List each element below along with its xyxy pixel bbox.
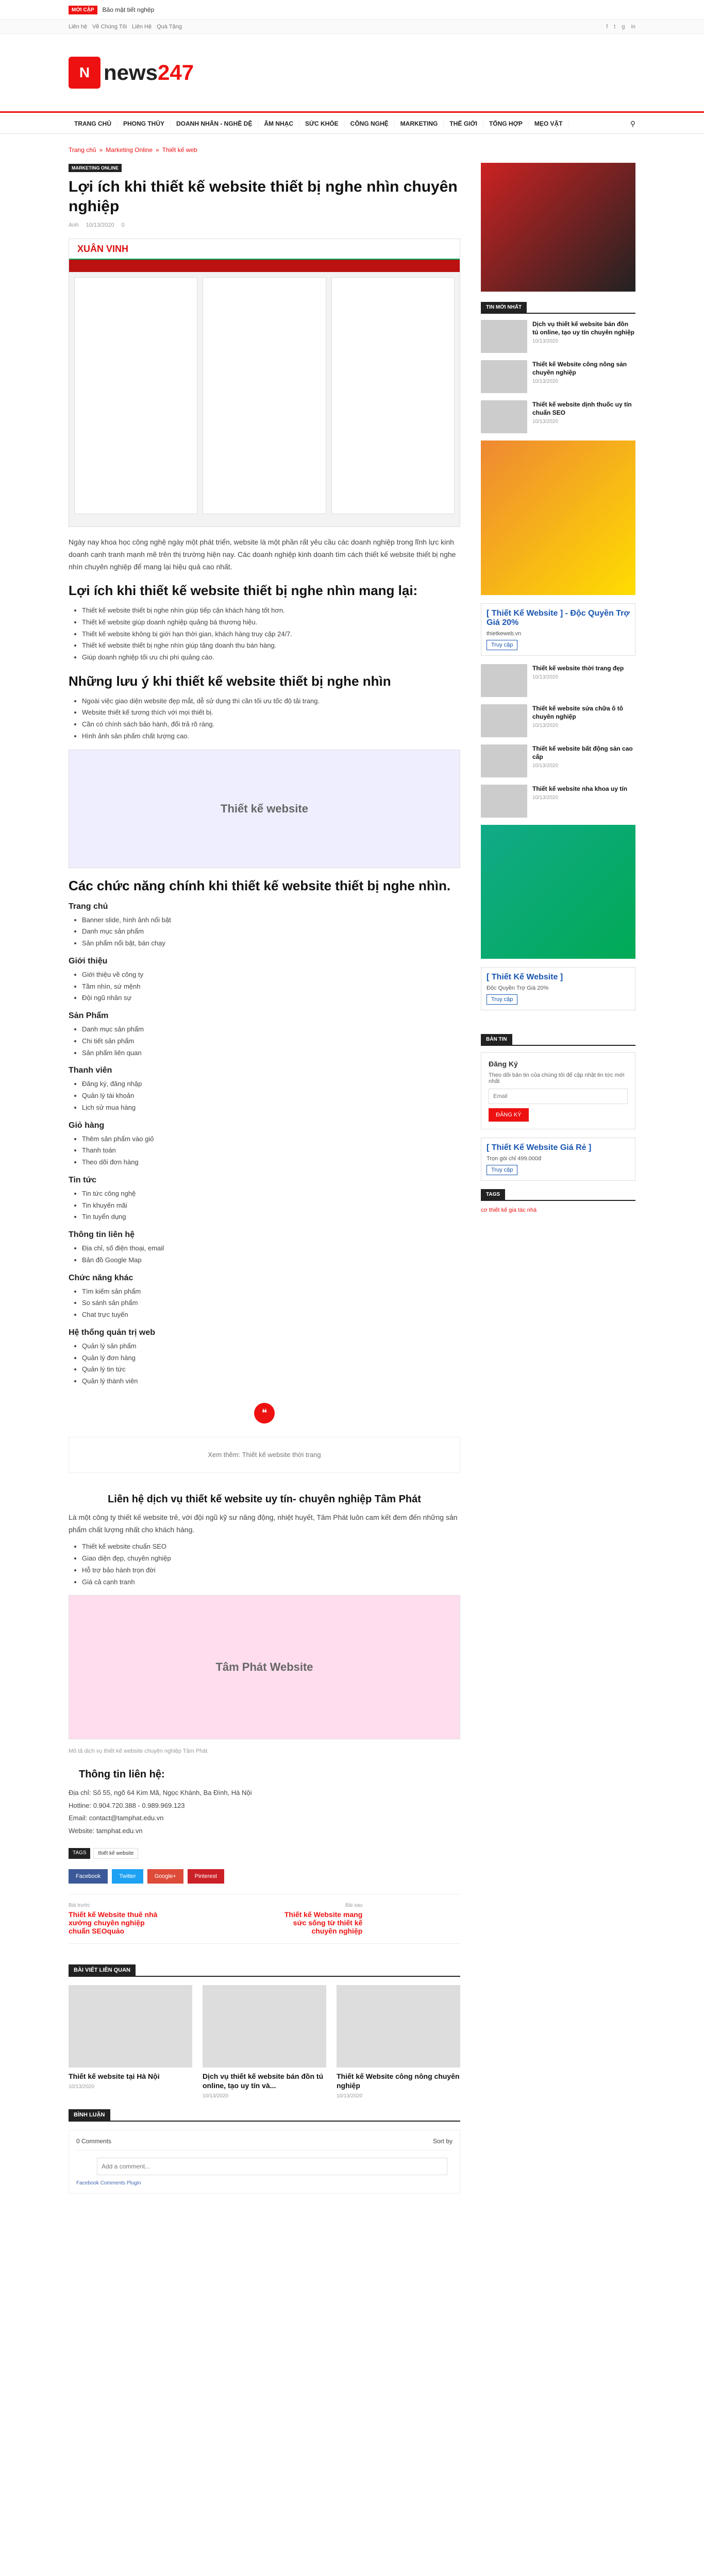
section-heading: Hệ thống quản trị web	[69, 1328, 155, 1337]
prev-next	[69, 1894, 460, 1944]
list-item: • Đội ngũ nhân sự	[82, 992, 460, 1004]
intro-paragraph: Ngày nay khoa học công nghệ ngày một phát triển, website là một phần rất yêu cầu các doanh nghiệp trong lĩnh lực kinh doanh cạnh tranh mạnh mẽ trên thị trường hiện nay. Các doanh nghiệp kinh doanh tìm cách thiết kế website thiết bị nghe nhìn chuyên nghiệp để mang lại hiệu quả cao nhất.	[69, 538, 456, 571]
list-item: • Tin tuyển dụng	[82, 1211, 460, 1223]
heading-benefit: Lợi ích khi thiết kế website thiết bị nghe nhìn mang lại:	[69, 583, 418, 599]
sidebar-tags[interactable]: cơ thiết kế gia tác nhà	[481, 1207, 537, 1213]
heading-function: Các chức năng chính khi thiết kế website thiết bị nghe nhìn.	[69, 877, 451, 893]
section-heading: Trang chủ	[69, 902, 108, 911]
nav-item[interactable]: MẸO VẶT	[529, 120, 569, 127]
list-item: • Thiết kế website chuẩn SEO	[82, 1541, 460, 1553]
new-posts-title: TIN MỚI NHẤT	[481, 302, 527, 313]
header	[0, 34, 704, 111]
article-content	[69, 163, 460, 2225]
top-social	[606, 24, 635, 30]
top-link[interactable]: Liên hệ	[69, 24, 88, 30]
list-item: • Hỗ trợ bảo hành trọn đời	[82, 1565, 460, 1577]
top-link[interactable]: Liên Hệ	[132, 24, 152, 30]
related-date: 10/13/2020	[203, 2093, 229, 2099]
sidebar-promo[interactable]: [ Thiết Kế Website ] - Độc Quyền Trợ Giá 20% thietkeweb.vn Truy cập	[481, 603, 635, 656]
search-icon[interactable]: ⚲	[630, 119, 635, 128]
tag-link[interactable]: thiết kế website	[93, 1848, 138, 1859]
list-item: • Quản lý đơn hàng	[82, 1352, 460, 1364]
list-item: • Chat trực tuyến	[82, 1309, 460, 1321]
related-thumb[interactable]	[69, 1985, 192, 2067]
author[interactable]: Anh	[69, 222, 79, 228]
post-title[interactable]: Dịch vụ thiết kế website bán đồn tú online, tạo uy tín chuyên nghiệp	[532, 320, 634, 336]
social-icon[interactable]: in	[631, 24, 635, 30]
related-title[interactable]: Thiết kế website tại Hà Nội	[69, 2072, 160, 2080]
section-list	[82, 1243, 460, 1266]
newsletter-submit[interactable]: ĐĂNG KÝ	[489, 1108, 529, 1122]
related-title: BÀI VIẾT LIÊN QUAN	[69, 1964, 136, 1976]
section-list	[82, 914, 460, 950]
views: 0	[121, 222, 125, 228]
newsletter-box: Đăng Ký Theo dõi bản tin của chúng tôi để cập nhật tin tức mới nhất Email ĐĂNG KÝ	[481, 1052, 635, 1129]
tags-title: TAGS	[481, 1189, 505, 1200]
list-item: • Cần có chính sách bảo hành, đổi trả rõ ràng.	[82, 719, 460, 731]
section-heading: Chức năng khác	[69, 1273, 133, 1282]
list-item: • Tin tức công nghệ	[82, 1188, 460, 1200]
list-item: • Ngoài việc giao diện website đẹp mắt, dễ sử dụng thì cần tối ưu tốc độ tải trang.	[82, 696, 460, 707]
nav-item[interactable]: DOANH NHÂN - NGHỀ DỆ	[171, 120, 258, 127]
sidebar-layout-image[interactable]	[481, 440, 635, 595]
news-ticker[interactable]: Bảo mật tiết nghệp	[102, 6, 155, 13]
contact-line: Email: contact@tamphat.edu.vn	[69, 1814, 164, 1822]
list-item: • Banner slide, hình ảnh nổi bật	[82, 914, 460, 926]
list-item: • Quản lý tin tức	[82, 1364, 460, 1376]
list-item: • Thanh toán	[82, 1145, 460, 1157]
nav-item[interactable]: TỔNG HỢP	[483, 120, 529, 127]
function-sections	[69, 902, 460, 1387]
sidebar-post[interactable]	[481, 400, 635, 433]
list-item: • Danh mục sản phẩm	[82, 926, 460, 938]
list-item: • Thiết kế website thiết bị nghe nhìn giúp tăng doanh thu bán hàng.	[82, 640, 460, 652]
related-title[interactable]: Dịch vụ thiết kế website bán đồn tú online, tạo uy tín và...	[203, 2072, 324, 2090]
see-more-quote[interactable]: Xem thêm: Thiết kế website thời trang	[69, 1437, 460, 1473]
next-post[interactable]: Bài sau Thiết kế Website mang sức sống từ thiết kế chuyên nghiệp	[284, 1902, 363, 1935]
post-date: 10/13/2020	[532, 338, 559, 345]
post-thumb[interactable]	[481, 320, 527, 353]
share-button[interactable]: Pinterest	[188, 1869, 224, 1884]
post-title[interactable]: Thiết kế website sửa chữa ô tô chuyên nghiệp	[532, 705, 624, 721]
social-icon[interactable]: g	[622, 24, 625, 30]
nav-item[interactable]: CÔNG NGHỆ	[345, 120, 395, 127]
benefits-list	[82, 605, 460, 664]
social-icon[interactable]: t	[614, 24, 616, 30]
new-posts	[481, 320, 635, 433]
list-item: • Giao diện đẹp, chuyên nghiệp	[82, 1553, 460, 1565]
post-date: 10/13/2020	[532, 419, 559, 425]
list-item: • Theo dõi đơn hàng	[82, 1157, 460, 1168]
sidebar-post[interactable]	[481, 744, 635, 777]
sidebar-promo-3[interactable]: [ Thiết Kế Website Giá Rẻ ] Trọn gói chỉ 499.000đ Truy cập	[481, 1138, 635, 1181]
section-list	[82, 969, 460, 1004]
list-item: • Tin khuyến mãi	[82, 1200, 460, 1212]
article-meta	[69, 222, 460, 228]
list-item: • Đăng ký, đăng nhập	[82, 1078, 460, 1090]
hero-image	[69, 239, 460, 527]
breadcrumb	[69, 146, 635, 154]
related-posts	[69, 1985, 460, 2099]
newsletter-email[interactable]	[489, 1089, 628, 1104]
tag-row	[69, 1848, 460, 1859]
post-thumb[interactable]	[481, 704, 527, 737]
list-item: • Quản lý thành viên	[82, 1376, 460, 1387]
comments-box	[69, 2130, 460, 2194]
article-image: Thiết kế website	[69, 750, 460, 868]
contact-info	[69, 1787, 460, 1838]
nav-item[interactable]: THẾ GIỚI	[444, 120, 483, 127]
list-item: • Thêm sản phẩm vào giỏ	[82, 1133, 460, 1145]
related-thumb[interactable]	[337, 1985, 460, 2067]
heading-contact: Thông tin liên hệ:	[79, 1769, 165, 1781]
post-thumb[interactable]	[481, 785, 527, 818]
notes-list	[82, 696, 460, 742]
image-caption: Mô tả dịch vụ thiết kế website chuyên nghiệp Tâm Phát	[69, 1748, 208, 1755]
share-button[interactable]: Google+	[147, 1869, 183, 1884]
related-date: 10/13/2020	[69, 2084, 95, 2090]
quote-icon: ❝	[254, 1403, 275, 1423]
contact-line: Địa chỉ: Số 55, ngõ 64 Kim Mã, Ngọc Khánh, Ba Đình, Hà Nội	[69, 1789, 252, 1797]
section-list	[82, 1078, 460, 1113]
share-button[interactable]: Facebook	[69, 1869, 108, 1884]
comment-input[interactable]	[97, 2158, 447, 2175]
heading-service: Liên hệ dịch vụ thiết kế website uy tín- chuyên nghiệp Tâm Phát	[108, 1493, 421, 1505]
article-title: Lợi ích khi thiết kế website thiết bị nghe nhìn chuyên nghiệp	[69, 178, 458, 215]
hero-brand: XUÂN VINH	[77, 243, 129, 254]
section-list	[82, 1286, 460, 1321]
sidebar-promo-2[interactable]: [ Thiết Kế Website ] Độc Quyền Trợ Giá 20% Truy cập	[481, 967, 635, 1010]
breadcrumb-item[interactable]: »	[156, 146, 159, 154]
section-heading: Giỏ hàng	[69, 1121, 105, 1130]
breadcrumb-item[interactable]: Thiết kế web	[162, 146, 197, 154]
post-date: 10/13/2020	[532, 795, 559, 801]
prev-post[interactable]: Bài trước Thiết kế Website thuê nhà xưởng chuyên nghiệp chuẩn SEOquảo	[69, 1902, 158, 1935]
top-links	[69, 24, 182, 30]
social-icon[interactable]: f	[606, 24, 608, 30]
logo-icon: N	[69, 57, 100, 89]
top-link[interactable]: Quà Tặng	[157, 24, 182, 30]
sidebar-post[interactable]	[481, 785, 635, 818]
logo-text: news247	[104, 60, 194, 84]
nav-items	[69, 120, 569, 127]
post-date: 10/13/2020	[532, 674, 559, 681]
breadcrumb-item[interactable]: Marketing Online	[106, 146, 153, 154]
post-thumb[interactable]	[481, 360, 527, 393]
nav-item[interactable]: ÂM NHẠC	[258, 120, 299, 127]
list-item: • Hình ảnh sản phẩm chất lượng cao.	[82, 731, 460, 742]
sidebar-post[interactable]	[481, 704, 635, 737]
top-links-bar	[0, 20, 704, 34]
nav-item[interactable]: PHONG THỦY	[118, 120, 171, 127]
list-item: • Quản lý tài khoản	[82, 1090, 460, 1102]
sort-select[interactable]: Sort by	[432, 2138, 452, 2145]
promo-button[interactable]: Truy cập	[487, 640, 517, 650]
services-list	[82, 1541, 460, 1588]
related-card[interactable]	[203, 1985, 326, 2099]
post-date: 10/13/2020	[532, 763, 559, 769]
category-badge[interactable]: MARKETING ONLINE	[69, 164, 122, 172]
new-badge: MỚI CẬP	[69, 6, 97, 14]
section-heading: Giới thiệu	[69, 956, 108, 965]
list-item: • Website thiết kế tương thích với mọi thiết bị.	[82, 707, 460, 719]
topbar	[0, 0, 704, 20]
list-item: • Chi tiết sản phẩm	[82, 1036, 460, 1047]
related-date: 10/13/2020	[337, 2093, 363, 2099]
section-heading: Tin tức	[69, 1175, 96, 1184]
list-item: • Lịch sử mua hàng	[82, 1102, 460, 1114]
nav-item[interactable]: TRANG CHỦ	[69, 120, 118, 127]
related-title[interactable]: Thiết kế Website công nông chuyên nghiệp	[337, 2072, 460, 2090]
date: 10/13/2020	[86, 222, 114, 228]
nav-item[interactable]: MARKETING	[395, 120, 444, 127]
heading-note: Những lưu ý khi thiết kế website thiết bị nghe nhìn	[69, 673, 391, 689]
sidebar-post[interactable]	[481, 664, 635, 697]
post-date: 10/13/2020	[532, 723, 559, 729]
list-item: • Quản lý sản phẩm	[82, 1341, 460, 1352]
list-item: • So sánh sản phẩm	[82, 1297, 460, 1309]
breadcrumb-item[interactable]: Trang chủ	[69, 146, 96, 154]
section-list	[82, 1341, 460, 1387]
tags-label: TAGS	[69, 1848, 90, 1859]
post-thumb[interactable]	[481, 744, 527, 777]
list-item: • Tìm kiếm sản phẩm	[82, 1286, 460, 1298]
post-title[interactable]: Thiết kế website thời trang đẹp	[532, 665, 624, 672]
sidebar-post[interactable]	[481, 360, 635, 393]
post-date: 10/13/2020	[532, 379, 559, 385]
section-heading: Thanh viên	[69, 1066, 112, 1075]
list-item: • Thiết kế website thiết bị nghe nhìn giúp tiếp cận khách hàng tốt hơn.	[82, 605, 460, 617]
contact-line: Hotline: 0.904.720.388 - 0.989.969.123	[69, 1801, 185, 1809]
more-posts	[481, 664, 635, 818]
sidebar-ad[interactable]	[481, 163, 635, 292]
top-link[interactable]: Về Chúng Tôi	[92, 24, 127, 30]
list-item: • Thiết kế website không bị giới hạn thời gian, khách hàng truy cập 24/7.	[82, 629, 460, 640]
share-button[interactable]: Twitter	[112, 1869, 143, 1884]
list-item: • Địa chỉ, số điện thoại, email	[82, 1243, 460, 1255]
section-heading: Thông tin liên hệ	[69, 1230, 135, 1240]
post-thumb[interactable]	[481, 400, 527, 433]
post-title[interactable]: Thiết kế website bất động sản cao cấp	[532, 745, 633, 761]
section-heading: Sản Phẩm	[69, 1011, 109, 1021]
section-list	[82, 1024, 460, 1059]
comment-title: BÌNH LUẬN	[69, 2109, 110, 2121]
post-thumb[interactable]	[481, 664, 527, 697]
list-item: • Tầm nhìn, sứ mệnh	[82, 981, 460, 993]
main-nav	[0, 111, 704, 134]
share-buttons	[69, 1869, 460, 1884]
list-item: • Bản đồ Google Map	[82, 1255, 460, 1266]
list-item: • Sản phẩm liên quan	[82, 1047, 460, 1059]
comments-plugin[interactable]: Facebook Comments Plugin	[76, 2180, 141, 2187]
related-card[interactable]	[69, 1985, 192, 2099]
sidebar-post[interactable]	[481, 320, 635, 353]
newsletter-title: BẢN TIN	[481, 1034, 512, 1045]
related-card[interactable]	[337, 1985, 460, 2099]
breadcrumb-item[interactable]: »	[99, 146, 103, 154]
nav-item[interactable]: SỨC KHỎE	[299, 120, 345, 127]
list-item: • Sản phẩm nổi bật, bán chạy	[82, 938, 460, 950]
section-list	[82, 1133, 460, 1168]
list-item: • Danh mục sản phẩm	[82, 1024, 460, 1036]
list-item: • Thiết kế website giúp doanh nghiệp quảng bá thương hiệu.	[82, 617, 460, 629]
service-image: Tâm Phát Website	[69, 1595, 460, 1739]
sidebar	[481, 163, 635, 2225]
list-item: • Giúp doanh nghiệp tối ưu chi phí quảng cáo.	[82, 652, 460, 664]
list-item: • Giới thiệu về công ty	[82, 969, 460, 981]
service-paragraph: Là một công ty thiết kế website trẻ, với đội ngũ kỹ sư năng động, nhiệt huyết, Tâm Phát luôn cam kết đem đến những sản phẩm chất lượng nhất cho khách hàng.	[69, 1513, 458, 1534]
sidebar-sale-image[interactable]	[481, 825, 635, 959]
post-title[interactable]: Thiết kế Website công nông sản chuyên nghiệp	[532, 361, 627, 377]
related-thumb[interactable]	[203, 1985, 326, 2067]
post-title[interactable]: Thiết kế website dịnh thuốc uy tín chuẩn SEO	[532, 401, 632, 417]
section-list	[82, 1188, 460, 1223]
post-title[interactable]: Thiết kế website nha khoa uy tín	[532, 785, 628, 792]
contact-line: Website: tamphat.edu.vn	[69, 1827, 143, 1835]
comments-count: 0 Comments	[76, 2138, 112, 2145]
site-logo[interactable]	[69, 57, 194, 89]
list-item: • Giá cả cạnh tranh	[82, 1577, 460, 1588]
